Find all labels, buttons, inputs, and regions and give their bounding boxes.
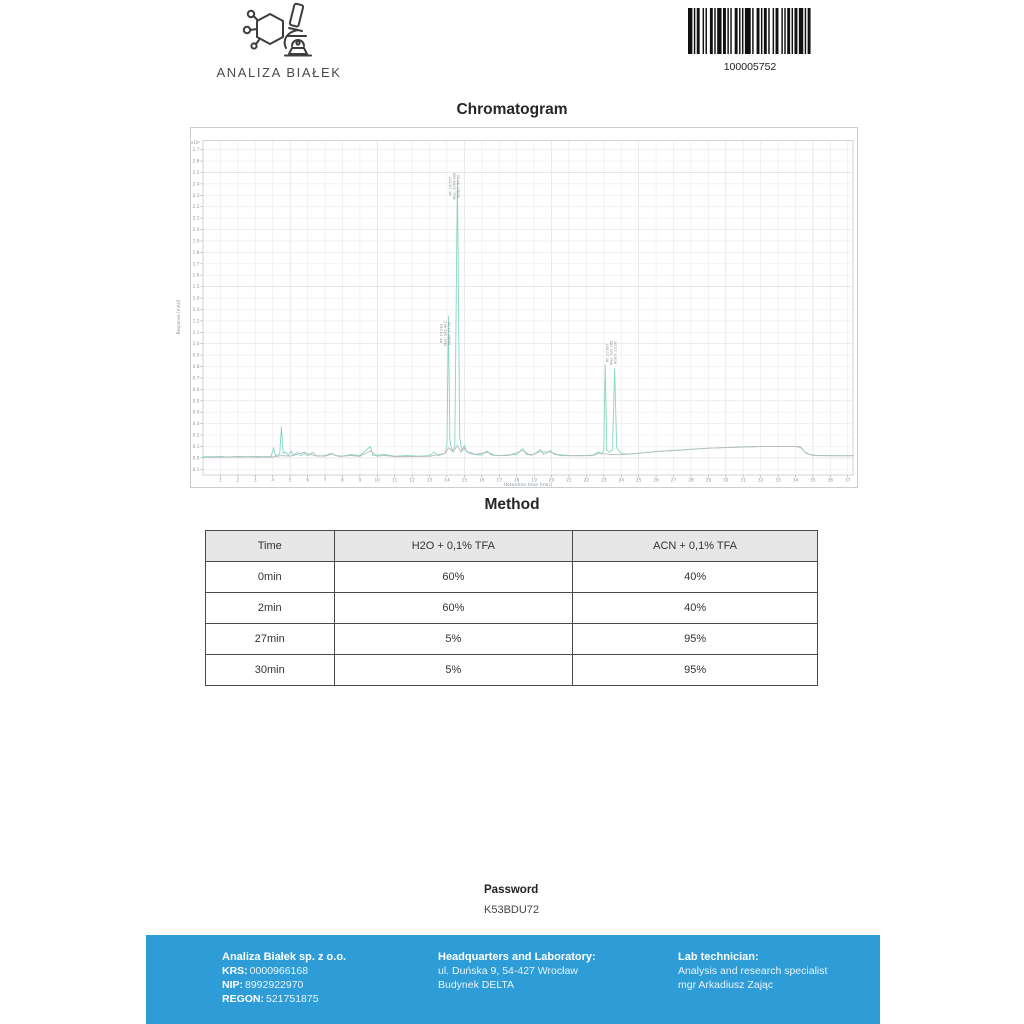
company-regon: REGON: 521751875	[222, 993, 319, 1005]
method-title: Method	[484, 496, 540, 513]
cell-acn: 40%	[573, 593, 818, 624]
svg-text:1.5: 1.5	[192, 285, 200, 291]
table-row	[206, 593, 818, 624]
svg-text:27: 27	[670, 478, 677, 484]
svg-text:29: 29	[705, 478, 712, 484]
x-axis-label: Retention time [min]	[504, 483, 552, 488]
barcode-block	[686, 8, 814, 73]
svg-text:5: 5	[288, 478, 292, 484]
cell-h2o: 5%	[334, 624, 573, 655]
svg-text:34: 34	[792, 478, 799, 484]
headquarters-building: Budynek DELTA	[438, 979, 515, 991]
svg-text:23: 23	[601, 478, 607, 484]
password-value: K53BDU72	[484, 904, 540, 916]
table-row	[206, 624, 818, 655]
svg-text:18: 18	[513, 478, 520, 484]
svg-text:31: 31	[740, 478, 746, 484]
technician-role: Analysis and research specialist	[678, 965, 828, 977]
svg-text:0.4: 0.4	[192, 410, 200, 416]
method-table	[205, 530, 818, 686]
y-axis-label: Response [mAU]	[176, 299, 181, 335]
method-col-time: Time	[206, 531, 335, 562]
molecule-microscope-icon	[240, 2, 318, 62]
svg-text:24: 24	[618, 478, 624, 484]
svg-text:1.7: 1.7	[192, 262, 200, 268]
brand-logo-block	[214, 2, 344, 80]
table-row	[206, 655, 818, 686]
headquarters-title: Headquarters and Laboratory:	[438, 951, 596, 963]
svg-text:32: 32	[757, 478, 764, 484]
technician-name: mgr Arkadiusz Zając	[678, 979, 774, 991]
svg-text:2: 2	[236, 478, 240, 484]
svg-text:28: 28	[688, 478, 694, 484]
svg-text:13: 13	[426, 478, 433, 484]
svg-text:1.9: 1.9	[192, 239, 200, 245]
svg-text:0.2: 0.2	[192, 433, 200, 439]
cell-h2o: 60%	[334, 562, 573, 593]
svg-text:1.3: 1.3	[192, 307, 200, 313]
svg-text:20: 20	[548, 478, 555, 484]
svg-text:7: 7	[323, 478, 327, 484]
cell-time: 0min	[206, 562, 335, 593]
svg-text:1.4: 1.4	[192, 296, 200, 302]
cell-h2o: 60%	[334, 593, 573, 624]
method-col-acn: ACN + 0,1% TFA	[573, 531, 818, 562]
svg-text:36: 36	[827, 478, 834, 484]
svg-text:9: 9	[358, 478, 362, 484]
method-col-h2o: H2O + 0,1% TFA	[334, 531, 573, 562]
svg-text:12: 12	[409, 478, 415, 484]
svg-text:17: 17	[496, 478, 502, 484]
svg-text:19: 19	[531, 478, 537, 484]
svg-text:15: 15	[461, 478, 468, 484]
company-krs: KRS: 0000966168	[222, 965, 309, 977]
svg-text:26: 26	[653, 478, 659, 484]
svg-text:4: 4	[271, 478, 275, 484]
svg-text:1.8: 1.8	[192, 250, 200, 256]
cell-acn: 40%	[573, 562, 818, 593]
company-name: Analiza Białek sp. z o.o.	[222, 951, 347, 963]
footer-company-column	[222, 950, 346, 1006]
svg-text:RT: 14.083: RT: 14.083	[439, 323, 444, 343]
svg-text:RT: 23.657: RT: 23.657	[605, 343, 610, 363]
svg-text:2.5: 2.5	[192, 170, 200, 176]
password-block	[484, 884, 539, 916]
cell-acn: 95%	[573, 655, 818, 686]
svg-text:22: 22	[583, 478, 590, 484]
barcode-number: 100005752	[723, 61, 777, 73]
svg-text:37: 37	[845, 478, 851, 484]
svg-text:25: 25	[635, 478, 642, 484]
svg-text:0.3: 0.3	[192, 422, 200, 428]
svg-text:0.0: 0.0	[192, 456, 200, 462]
svg-text:Max: 2564.885: Max: 2564.885	[452, 172, 457, 200]
svg-text:Width: 43.30: Width: 43.30	[456, 174, 461, 198]
svg-text:3: 3	[253, 478, 257, 484]
footer-technician-column	[678, 950, 827, 992]
svg-text:2.0: 2.0	[192, 228, 200, 234]
svg-text:Max: 582.402: Max: 582.402	[443, 321, 448, 346]
svg-text:2.4: 2.4	[192, 182, 200, 188]
svg-text:10: 10	[374, 478, 380, 484]
svg-text:2.1: 2.1	[192, 216, 200, 222]
svg-text:21: 21	[566, 478, 572, 484]
svg-text:2.3: 2.3	[192, 193, 200, 199]
svg-text:8: 8	[341, 478, 344, 484]
svg-text:1: 1	[219, 478, 222, 484]
svg-text:0.7: 0.7	[192, 376, 200, 382]
footer-headquarters-column	[438, 950, 596, 992]
cell-time: 27min	[206, 624, 335, 655]
svg-text:Max: 920.285: Max: 920.285	[609, 340, 614, 366]
svg-text:0.1: 0.1	[192, 444, 200, 450]
svg-text:2.2: 2.2	[192, 205, 200, 211]
svg-text:16: 16	[479, 478, 485, 484]
chromatogram-chart	[172, 127, 860, 497]
technician-title: Lab technician:	[678, 951, 759, 963]
svg-text:0.6: 0.6	[192, 387, 200, 393]
password-label: Password	[484, 884, 539, 896]
svg-text:RT: 14.673: RT: 14.673	[448, 176, 453, 196]
svg-text:2.7: 2.7	[192, 148, 200, 154]
svg-text:1.1: 1.1	[192, 330, 200, 336]
svg-text:1.0: 1.0	[192, 342, 200, 348]
headquarters-address: ul. Duńska 9, 54-427 Wrocław	[438, 965, 578, 977]
cell-time: 30min	[206, 655, 335, 686]
svg-text:0.5: 0.5	[192, 399, 200, 405]
svg-text:1.6: 1.6	[192, 273, 200, 279]
chromatogram-title: Chromatogram	[456, 101, 568, 118]
cell-h2o: 5%	[334, 655, 573, 686]
svg-text:Width: 15.06: Width: 15.06	[613, 341, 618, 365]
cell-acn: 95%	[573, 624, 818, 655]
svg-text:6: 6	[306, 478, 309, 484]
svg-text:11: 11	[391, 478, 398, 484]
chromatogram-plot	[172, 127, 860, 497]
svg-text:2.6: 2.6	[192, 159, 200, 165]
svg-text:-0.1: -0.1	[191, 467, 200, 473]
svg-text:1.2: 1.2	[192, 319, 200, 325]
svg-text:14: 14	[444, 478, 450, 484]
brand-name: ANALIZA BIAŁEK	[216, 65, 342, 80]
svg-text:30: 30	[723, 478, 729, 484]
footer-band	[146, 935, 880, 1024]
barcode-icon	[686, 8, 814, 54]
svg-text:0.9: 0.9	[192, 353, 200, 359]
svg-text:Width: 17.26: Width: 17.26	[447, 321, 452, 345]
table-row	[206, 562, 818, 593]
cell-time: 2min	[206, 593, 335, 624]
svg-text:0.8: 0.8	[192, 365, 200, 371]
company-nip: NIP: 8992922970	[222, 979, 304, 991]
svg-text:33: 33	[775, 478, 781, 484]
svg-text:35: 35	[810, 478, 816, 484]
y-exponent-label: x10¹	[190, 140, 200, 145]
method-header-row	[206, 531, 818, 562]
